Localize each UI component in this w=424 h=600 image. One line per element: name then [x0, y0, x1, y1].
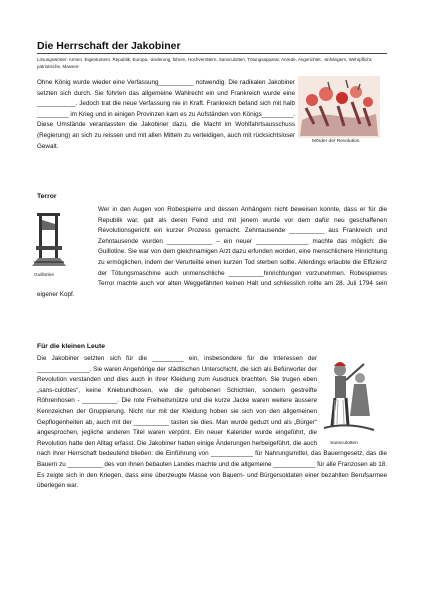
terror-paragraph-top: Wer in den Augen von Robespierre und dessen Anhängern nicht beweisen konnte, dass er für die Republik war, galt als deren Feind und mit jenem wurde vor dem dafür neu geschaffenen Revolutionsgericht ein kurzer Prozess gemacht. Zehntausende __________ aus Frankreich und Zehntausende wurden _____________ – ein neuer _______________ machte das möglich: die Guillotine. Sie war von dem gleichnamigen Arzt dazu erfunden worden, eine menschlichere Hinrichtung zu ermöglichen, indem der Verurteilte einen kurzen Tod sterben sollte. Allerdings erlaubte die Effizienz der Tötungsmaschine auch unmenschliche __________hinrichtungen vorzunehmen. Robespierres Terror machte auch vor alten Weggefährten keinen Halt und schliesslich rollte am 28. Juli 1794 sein eigener Kopf.	[37, 206, 387, 298]
sansculottes-caption: Sansculotten	[330, 441, 358, 446]
title-divider	[37, 53, 387, 54]
intro-paragraph: Ohne König wurde wieder eine Verfassung__________ notwendig. Die radikalen Jakobiner setzten sich durch. Sie führten das allgemeine Wahlrecht ein und Frankreich wurde eine ___________. Jedoch trat die neue Verfassung nie in Kraft. Frankreich befand sich mit halb _________ im Krieg und in einigen Provinzen kam es zu Aufständen von Königs_________. Diese Umstände veranlassten die Jakobiner dazu, die Macht im Wohlfahrtsausschuss (Regierung) an sich zu reissen und mit allen Mitteln zu verteidigen, auch mit rücksichtsloser Gewalt.	[37, 78, 387, 152]
revolution-mob-image	[298, 76, 380, 138]
wrap-spacer	[317, 354, 387, 446]
kleine-leute-heading: Für die kleinen Leute	[37, 343, 105, 350]
page-title: Die Herrschaft der Jakobiner	[37, 40, 181, 52]
terror-heading: Terror	[37, 193, 57, 200]
word-bank: Lösungswörter: Armen, Eigentumern, Republik, Europa, -änderung, führen, Hochverrätern, Sansculotten, Tötungsapparat, Anrede, Angerichtet, -anhängern, Wehrpflicht, patriotische, Massen-	[37, 57, 373, 69]
mob-image-caption: Mörder der Revolution	[312, 139, 360, 144]
wrap-spacer	[37, 205, 98, 289]
kleine-leute-paragraph: Die Jakobiner setzten sich für die _________ ein, insbesondere für die Interessen der _______________. Sie waren Angehörige der städtischen Unterschicht, die sich als Befürworter der Revolution verstanden und dies auch in ihrer Kleidung zum Ausdruck brachten. Sie trugen eben „sans-culottes“, keine Kniebundhosen, wie die gehobenen Schichten, sondern gestreifte Röhrenhosen - __________. Die rote Freiheitsmütze und die kurze Jacke waren weitere äussere Kennzeichen der Gruppierung. Nicht nur mit der Kleidung hoben sie sich von den allgemeinen Gepflogenheiten ab, auch mit der __________ tasten sie dies. Man wurde geduzt und als „Bürger“ angesprochen, jegliche anderen Titel waren verpönt. Ein neuer Kalender wurde eingeführt, die Revolution hatte den Alltag erfasst. Die Jakobiner hatten einige Änderungen herbeigeführt, die auch nach ihrer Herrschaft bedeutend blieben: die Einführung von ____________ für Nahrungsmittel, das Bauerngesetz, das die Bauern zu __________ des von ihnen bebauten Landes machte und die allgemeine ____________ für alle Franzosen ab 18. Es zeigte sich in den Kriegen, dass eine überzeugte Masse von Bauern- und Bürgersoldaten einer bezahlten Berufsarmee überlegen war.	[37, 355, 387, 490]
guillotine-caption: Guillotine	[34, 273, 54, 278]
